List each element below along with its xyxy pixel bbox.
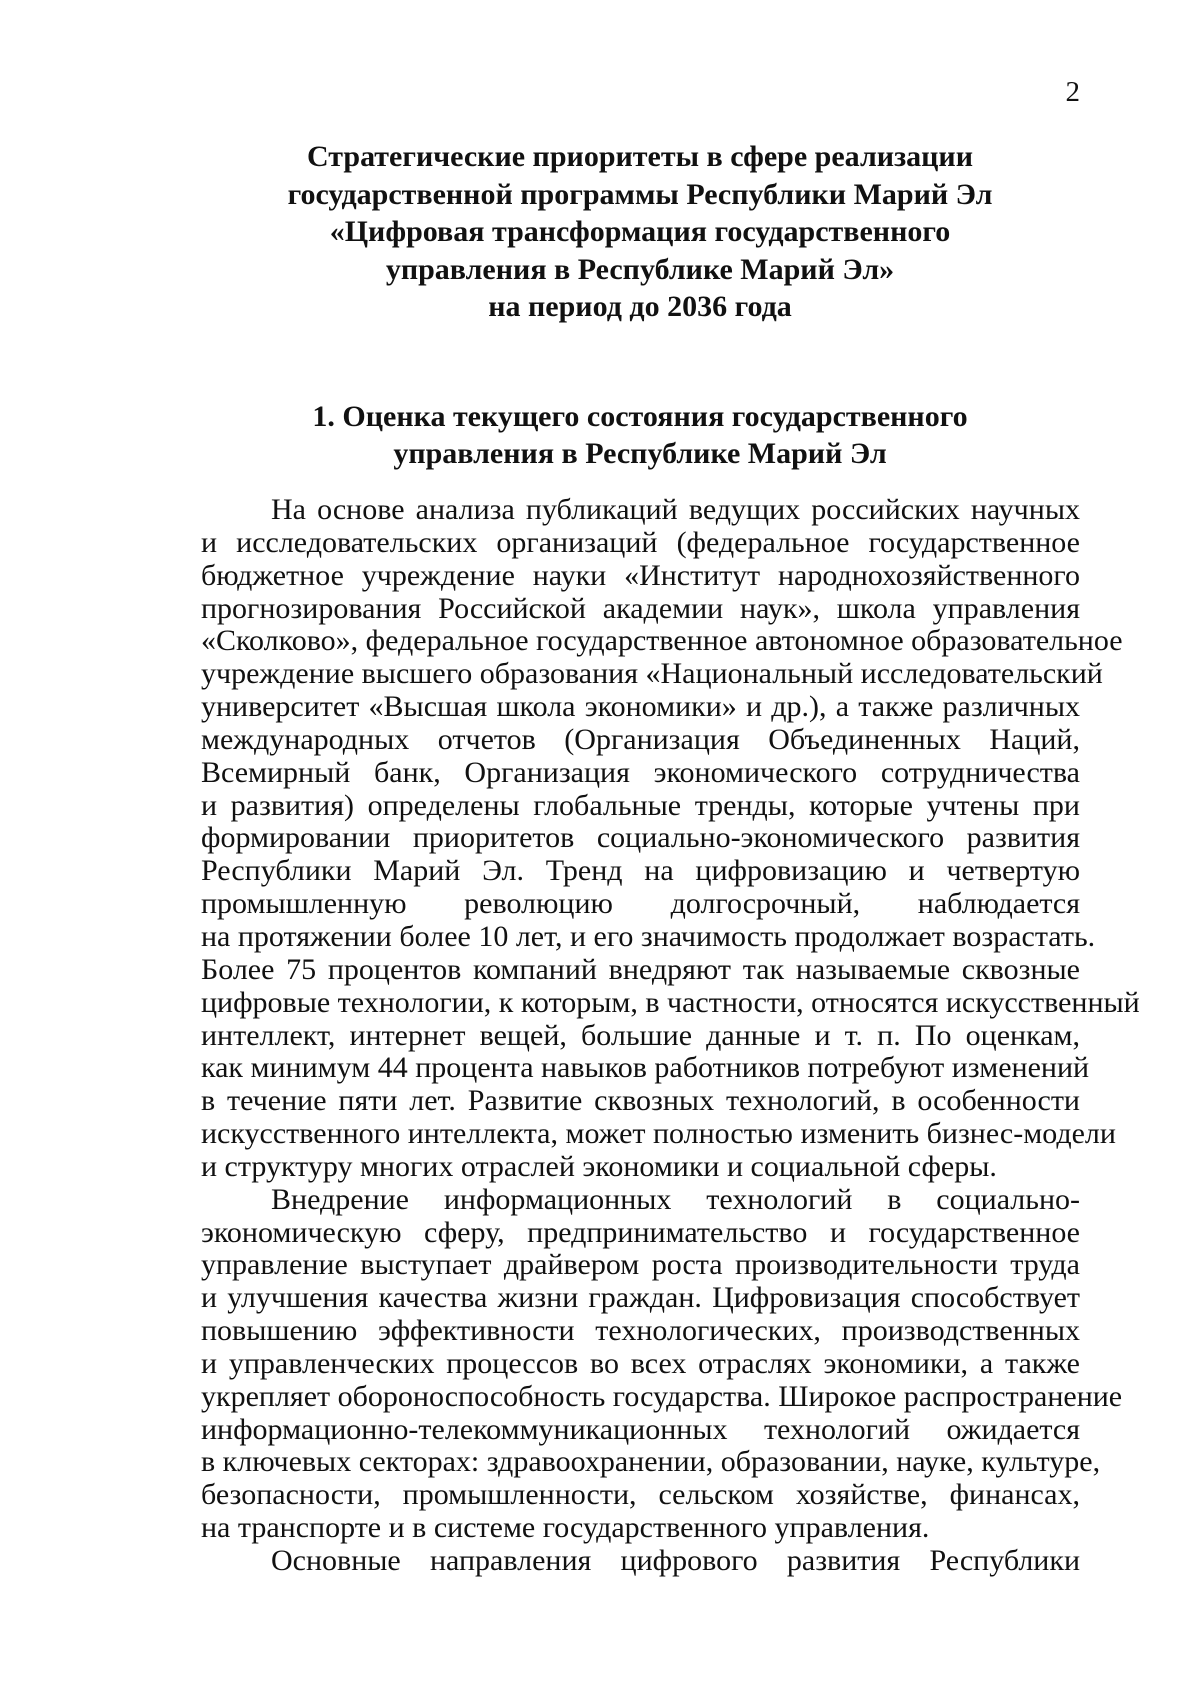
title-line: Стратегические приоритеты в сфере реализации: [307, 140, 973, 173]
text-line: На основе анализа публикаций ведущих российских научных: [271, 493, 1080, 526]
text-line: Всемирный банк, Организация экономического сотрудничества: [201, 755, 1080, 789]
text-line: и структуру многих отраслей экономики и социальной сферы.: [201, 1149, 997, 1183]
document-title: [200, 138, 1080, 326]
paragraph-1: [201, 493, 1140, 1184]
text-line: на транспорте и в системе государственного управления.: [201, 1511, 930, 1545]
text-line: формировании приоритетов социально-экономического развития: [201, 821, 1080, 855]
text-line: укрепляет обороноспособность государства. Широкое распространение: [201, 1379, 1123, 1413]
text-line: и развития) определены глобальные тренды, которые учтены при: [201, 788, 1080, 822]
text-line: цифровые технологии, к которым, в частности, относятся искусственный: [201, 985, 1140, 1019]
text-line: прогнозирования Российской академии наук», школа управления: [201, 591, 1080, 625]
text-line: безопасности, промышленности, сельском хозяйстве, финансах,: [201, 1478, 1080, 1512]
text-line: повышению эффективности технологических, производственных: [201, 1314, 1080, 1348]
section-heading-line: управления в Республике Марий Эл: [393, 437, 887, 470]
text-line: Более 75 процентов компаний внедряют так называемые сквозные: [201, 952, 1080, 986]
title-line: «Цифровая трансформация государственного: [329, 215, 951, 248]
text-line: международных отчетов (Организация Объединенных Наций,: [201, 722, 1080, 756]
paragraph-3: [201, 1545, 1080, 1578]
text-line: и исследовательских организаций (федеральное государственное: [201, 525, 1080, 559]
title-line: на период до 2036 года: [488, 290, 792, 323]
page-number: 2: [1065, 76, 1080, 108]
text-line: в течение пяти лет. Развитие сквозных технологий, в особенности: [201, 1084, 1080, 1118]
text-line: Основные направления цифрового развития Республики: [271, 1544, 1080, 1577]
text-line: учреждение высшего образования «Национальный исследовательский: [201, 657, 1103, 691]
paragraph-2: [201, 1182, 1123, 1545]
text-line: Республики Марий Эл. Тренд на цифровизацию и четвертую: [201, 854, 1080, 888]
section-heading: [200, 398, 1080, 472]
text-line: университет «Высшая школа экономики» и др.), а также различных: [201, 690, 1080, 724]
title-line: государственной программы Республики Марий Эл: [287, 177, 993, 211]
section-heading-line: 1. Оценка текущего состояния государственного: [312, 400, 968, 433]
text-line: как минимум 44 процента навыков работников потребуют изменений: [201, 1051, 1090, 1085]
text-line: бюджетное учреждение науки «Институт народнохозяйственного: [201, 558, 1080, 592]
text-line: промышленную революцию долгосрочный, наблюдается: [201, 887, 1080, 921]
text-line: экономическую сферу, предпринимательство и государственное: [201, 1215, 1080, 1249]
text-line: интеллект, интернет вещей, большие данные и т. п. По оценкам,: [201, 1018, 1080, 1052]
text-line: управление выступает драйвером роста производительности труда: [201, 1248, 1080, 1282]
text-line: искусственного интеллекта, может полностью изменить бизнес-модели: [201, 1117, 1116, 1151]
text-line: и управленческих процессов во всех отраслях экономики, а также: [201, 1346, 1080, 1380]
text-line: и улучшения качества жизни граждан. Цифровизация способствует: [201, 1281, 1080, 1315]
body-text: [201, 493, 1140, 1578]
title-line: управления в Республике Марий Эл»: [385, 252, 895, 286]
text-line: в ключевых секторах: здравоохранении, образовании, науке, культуре,: [201, 1445, 1101, 1479]
text-line: на протяжении более 10 лет, и его значимость продолжает возрастать.: [201, 919, 1096, 953]
text-line: Внедрение информационных технологий в социально-: [271, 1182, 1080, 1216]
text-line: «Сколково», федеральное государственное автономное образовательное: [201, 624, 1123, 658]
text-line: информационно-телекоммуникационных технологий ожидается: [201, 1412, 1080, 1446]
